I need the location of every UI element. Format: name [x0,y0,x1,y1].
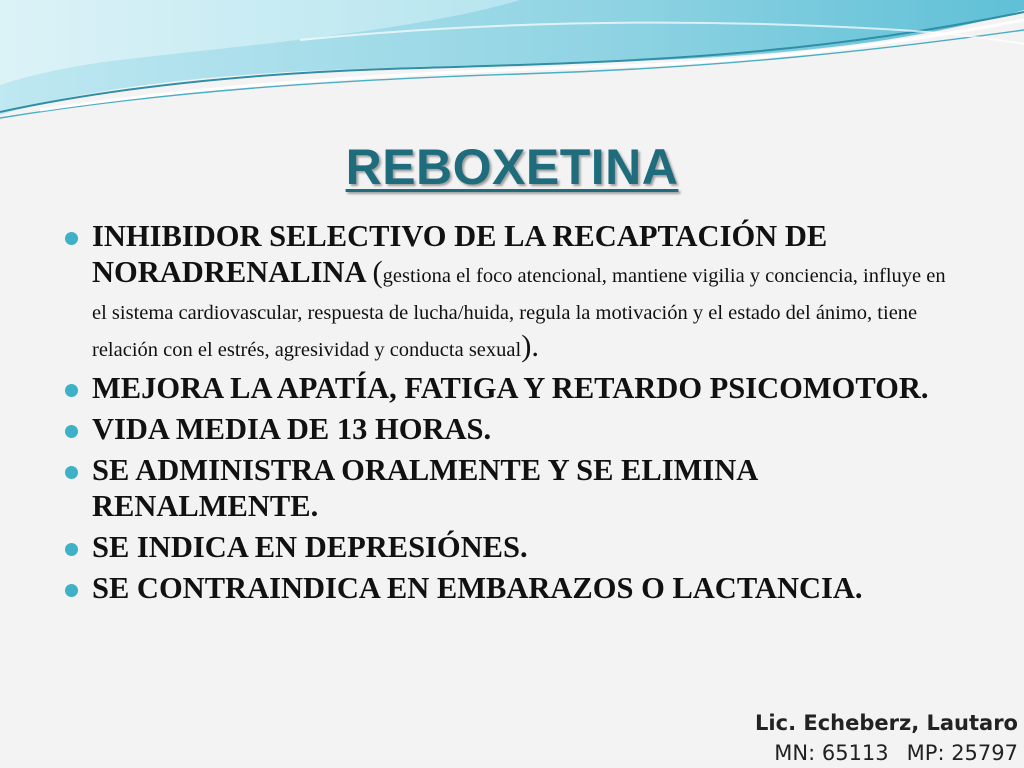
bullet-main-text: SE ADMINISTRA ORALMENTE Y SE ELIMINA RENALMENTE. [92,453,757,523]
author-name: Lic. Echeberz, Lautaro [755,711,1018,735]
bullet-item [62,452,962,524]
bullet-main-text: INHIBIDOR SELECTIVO DE LA RECAPTACIÓN DE NORADRENALINA [92,219,828,289]
bullet-main-text: MEJORA LA APATÍA, FATIGA Y RETARDO PSICOMOTOR. [92,371,929,405]
bullet-dot-icon [65,466,78,479]
mp-number: MP: 25797 [906,741,1018,765]
header-wave-decoration [0,0,1024,140]
mn-number: MN: 65113 [774,741,889,765]
license-numbers [755,738,1018,768]
bullet-paren-close: ). [521,329,539,363]
bullet-list [62,218,962,611]
bullet-paren-open: ( [372,255,383,289]
bullet-item [62,218,962,365]
bullet-main-text: VIDA MEDIA DE 13 HORAS. [92,412,492,446]
author-footer [755,708,1018,768]
bullet-item [62,570,962,606]
bullet-item [62,370,962,406]
bullet-main-text: SE INDICA EN DEPRESIÓNES. [92,530,528,564]
bullet-item [62,411,962,447]
bullet-dot-icon [65,543,78,556]
bullet-dot-icon [65,584,78,597]
bullet-main-text: SE CONTRAINDICA EN EMBARAZOS O LACTANCIA. [92,571,863,605]
bullet-dot-icon [65,232,78,245]
bullet-item [62,529,962,565]
slide-title: REBOXETINA [345,139,679,195]
bullet-dot-icon [65,425,78,438]
bullet-dot-icon [65,384,78,397]
bullet-detail-text: gestiona el foco atencional, mantiene vigilia y conciencia, influye en el sistema cardiovascular, respuesta de lucha/huida, regula la motivación y el estado del ánimo, tiene relación con el estrés, agresividad y conducta sexual [92,265,946,361]
